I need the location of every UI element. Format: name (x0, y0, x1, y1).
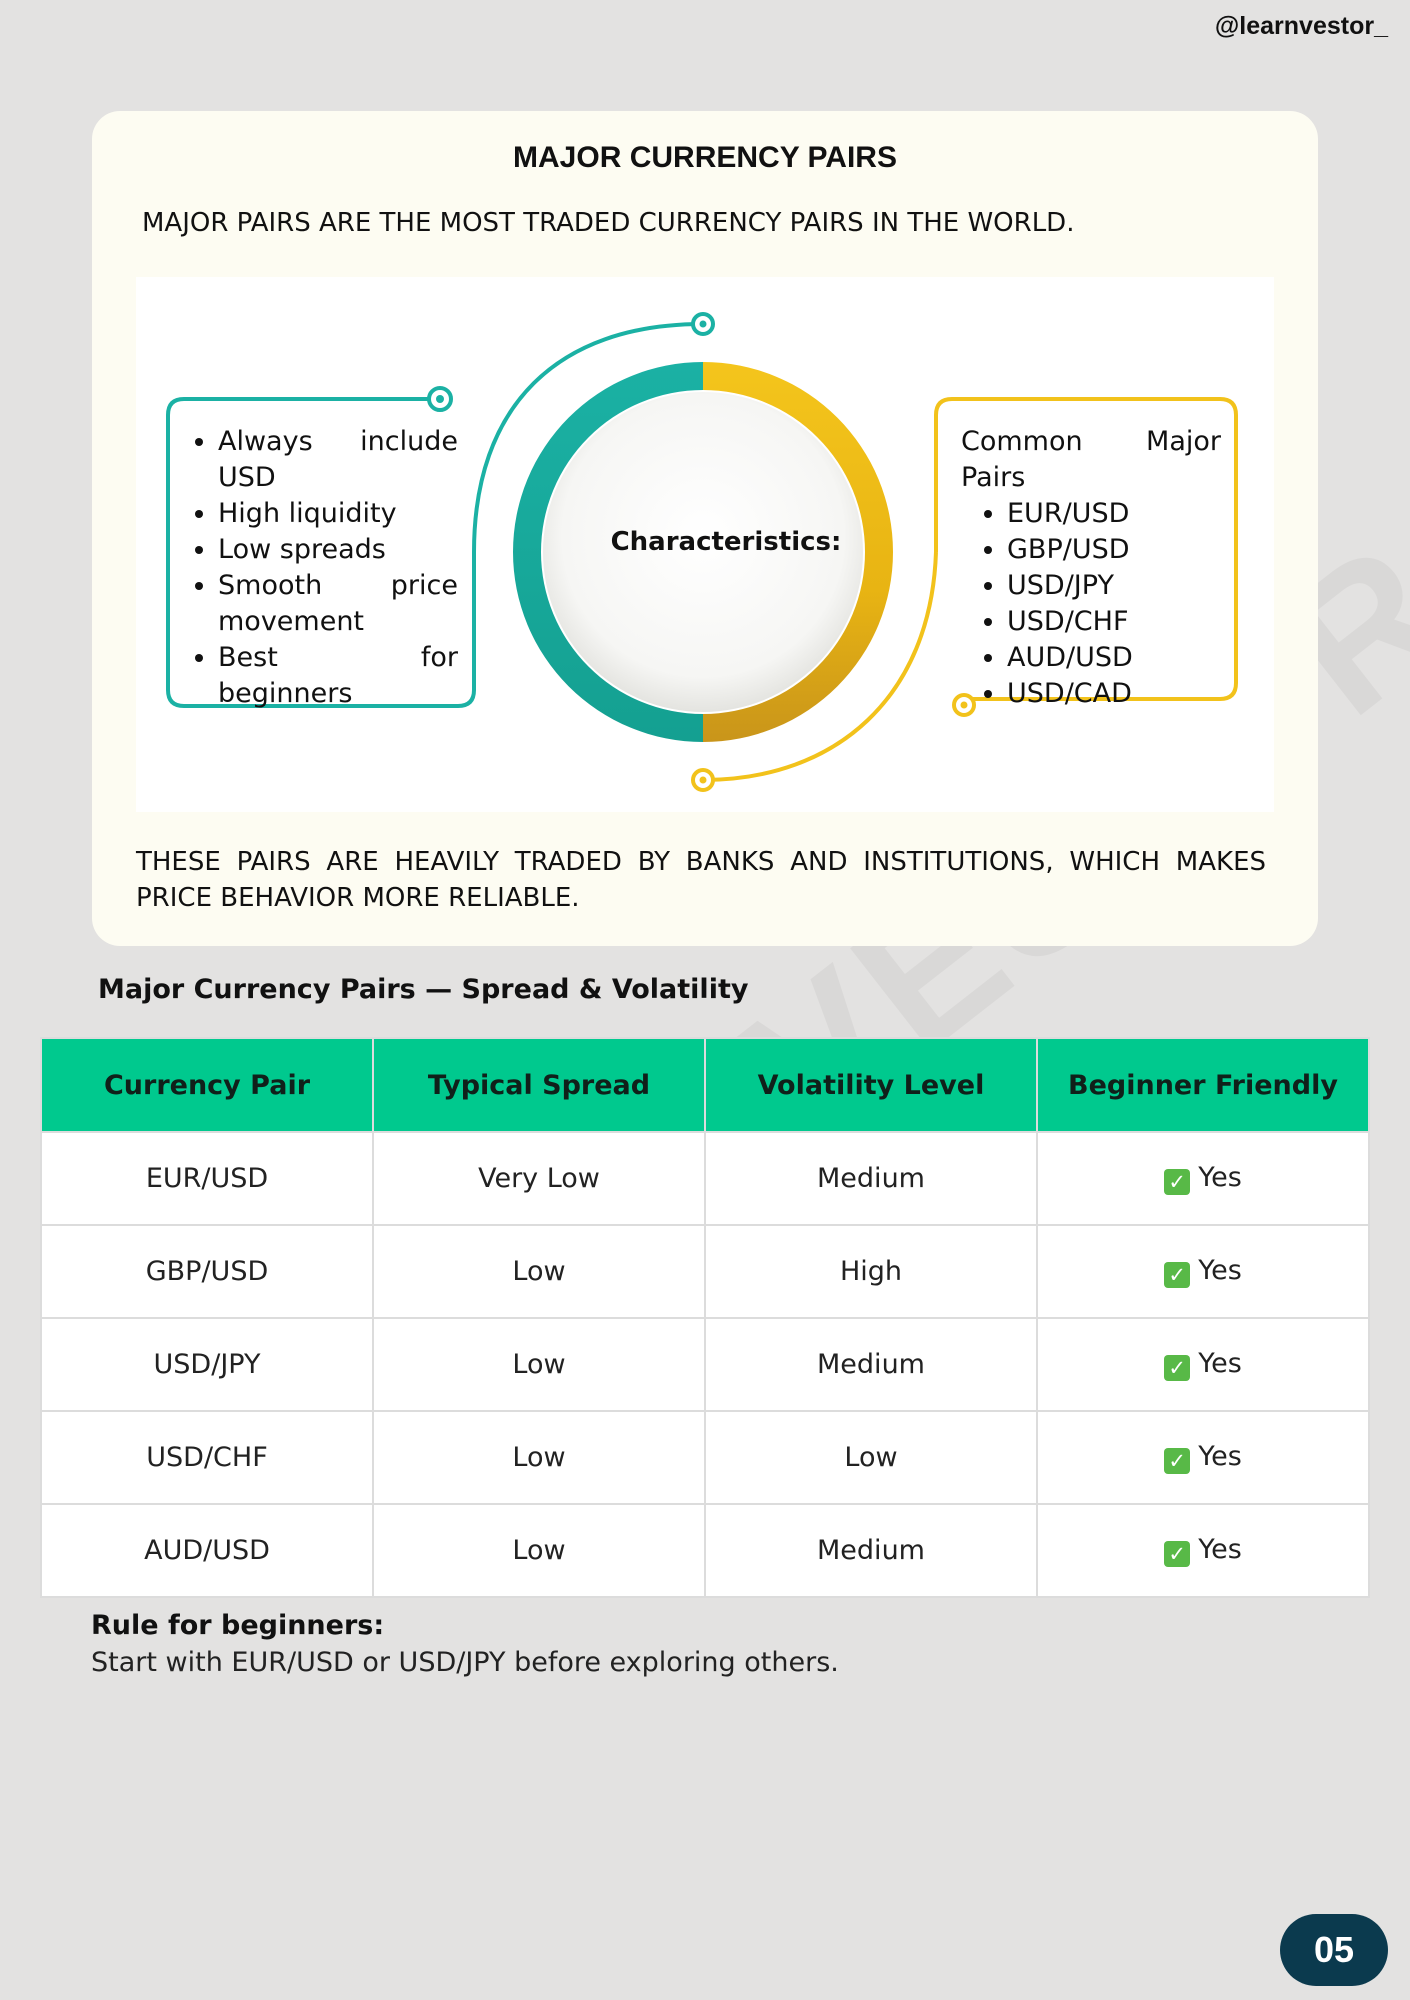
check-box-icon: ✓ (1164, 1169, 1190, 1195)
characteristic-item: • High liquidity (218, 496, 458, 532)
pair-cell: USD/CHF (41, 1411, 373, 1504)
volatility-cell: Medium (705, 1318, 1037, 1411)
table-row (41, 1318, 1369, 1411)
pair-cell: USD/JPY (41, 1318, 373, 1411)
pair-item: • USD/CAD (1007, 676, 1221, 712)
characteristic-item: • Smooth price movement (218, 568, 458, 640)
center-label: Characteristics: (610, 527, 842, 557)
table-row (41, 1225, 1369, 1318)
pair-item: • USD/JPY (1007, 568, 1221, 604)
beginner-value: Yes (1198, 1162, 1242, 1193)
spread-cell: Low (373, 1225, 705, 1318)
spread-cell: Very Low (373, 1132, 705, 1225)
card-title: MAJOR CURRENCY PAIRS (513, 141, 897, 174)
volatility-cell: High (705, 1225, 1037, 1318)
rule-title: Rule for beginners: (91, 1610, 385, 1641)
column-header: Volatility Level (705, 1038, 1037, 1132)
spread-cell: Low (373, 1504, 705, 1597)
beginner-cell (1037, 1225, 1369, 1318)
beginner-cell (1037, 1504, 1369, 1597)
common-pairs-list (961, 496, 1221, 712)
characteristics-list (176, 424, 458, 712)
beginner-cell (1037, 1411, 1369, 1504)
beginner-cell (1037, 1132, 1369, 1225)
beginner-value: Yes (1198, 1348, 1242, 1379)
beginner-value: Yes (1198, 1441, 1242, 1472)
pair-cell: AUD/USD (41, 1504, 373, 1597)
beginner-value: Yes (1198, 1255, 1242, 1286)
column-header: Beginner Friendly (1037, 1038, 1369, 1132)
pair-item: • EUR/USD (1007, 496, 1221, 532)
pair-item: • GBP/USD (1007, 532, 1221, 568)
currency-pairs-table (40, 1037, 1370, 1598)
card-outro: THESE PAIRS ARE HEAVILY TRADED BY BANKS AND INSTITUTIONS, WHICH MAKES PRICE BEHAVIOR MORE RELIABLE. (136, 847, 1266, 913)
check-box-icon: ✓ (1164, 1355, 1190, 1381)
author-handle: @learnvestor_ (1214, 12, 1388, 40)
common-pairs-heading: Common Major Pairs (961, 426, 1221, 493)
table-row (41, 1411, 1369, 1504)
major-pairs-card (92, 111, 1318, 946)
beginner-cell (1037, 1318, 1369, 1411)
check-box-icon: ✓ (1164, 1541, 1190, 1567)
spread-cell: Low (373, 1318, 705, 1411)
table-header-row (41, 1038, 1369, 1132)
table-row (41, 1504, 1369, 1597)
characteristic-item: • Always include USD (218, 424, 458, 496)
characteristic-item: • Low spreads (218, 532, 458, 568)
column-header: Currency Pair (41, 1038, 373, 1132)
pair-cell: EUR/USD (41, 1132, 373, 1225)
table-row (41, 1132, 1369, 1225)
pair-cell: GBP/USD (41, 1225, 373, 1318)
column-header: Typical Spread (373, 1038, 705, 1132)
volatility-cell: Low (705, 1411, 1037, 1504)
volatility-cell: Medium (705, 1132, 1037, 1225)
rule-text: Start with EUR/USD or USD/JPY before exploring others. (91, 1647, 839, 1678)
pair-item: • AUD/USD (1007, 640, 1221, 676)
pair-item: • USD/CHF (1007, 604, 1221, 640)
beginner-value: Yes (1198, 1534, 1242, 1565)
check-box-icon: ✓ (1164, 1262, 1190, 1288)
card-intro: MAJOR PAIRS ARE THE MOST TRADED CURRENCY PAIRS IN THE WORLD. (142, 208, 1075, 238)
characteristics-diagram (136, 277, 1274, 812)
characteristic-item: • Best for beginners (218, 640, 458, 712)
page-number-badge: 05 (1280, 1914, 1388, 1986)
table-title: Major Currency Pairs — Spread & Volatility (98, 974, 749, 1005)
common-pairs-box (961, 424, 1221, 712)
spread-cell: Low (373, 1411, 705, 1504)
check-box-icon: ✓ (1164, 1448, 1190, 1474)
volatility-cell: Medium (705, 1504, 1037, 1597)
